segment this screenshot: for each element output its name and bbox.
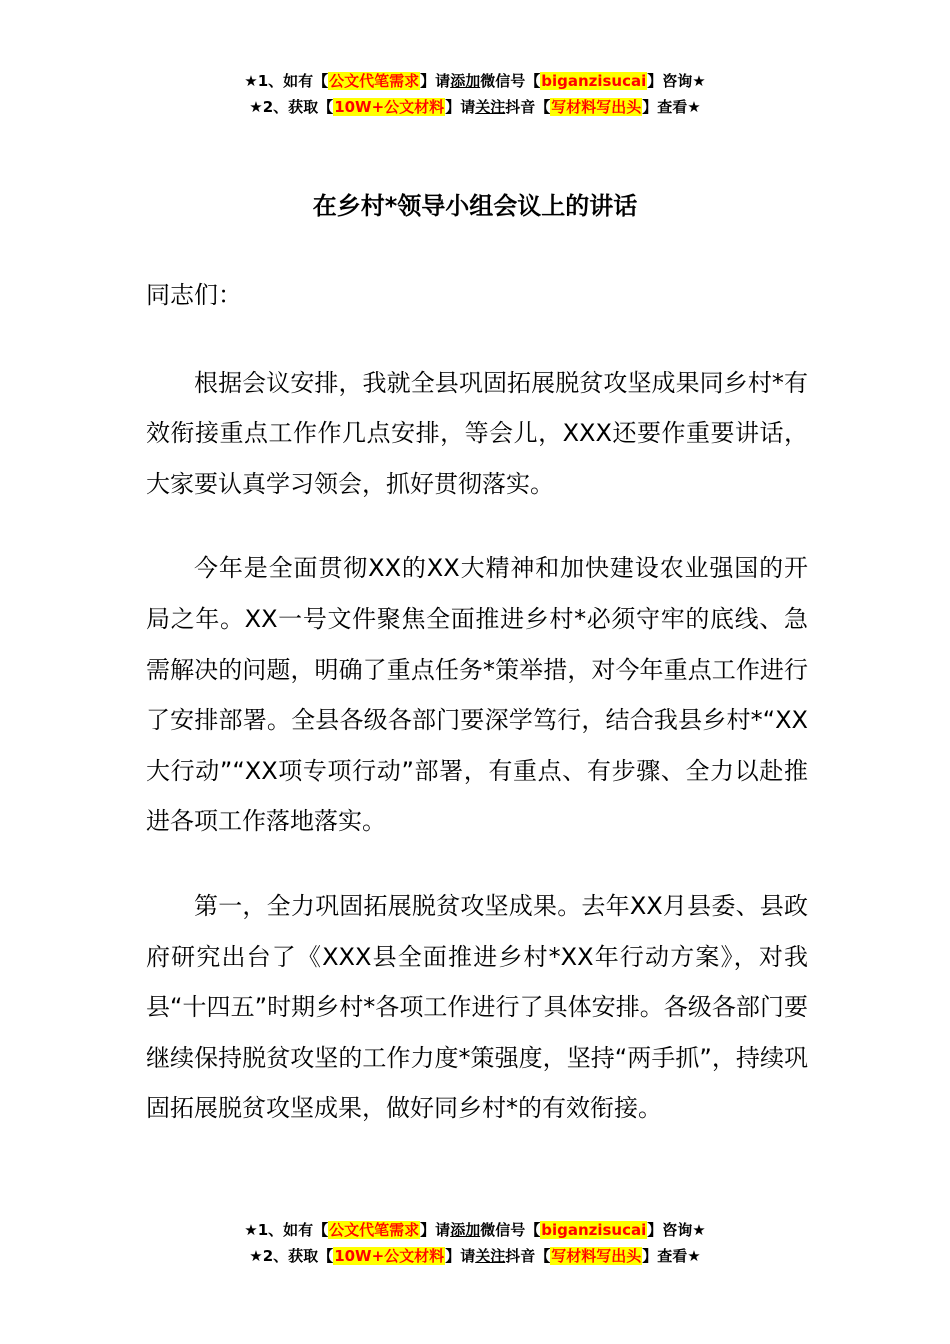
banner-text: 】请 [445,1247,476,1265]
banner-highlight: 公文代笔需求 [329,1221,420,1239]
banner-line-1 [0,68,950,94]
paragraph-3: 第一，全力巩固拓展脱贫攻坚成果。去年XX月县委、县政府研究出台了《XXX县全面推进乡村*XX年行动方案》，对我县“十四五”时期乡村*各项工作进行了具体安排。各级各部门要继续保持脱贫攻坚的工作力度*策强度，坚持“两手抓”，持续巩固拓展脱贫攻坚成果，做好同乡村*的有效衔接。 [146,891,808,1123]
banner-underline-text: 关注 [475,1247,506,1265]
banner-underline-text: 添加 [450,72,481,90]
banner-highlight: 公文代笔需求 [329,72,420,90]
paragraph-2: 今年是全面贯彻XX的XX大精神和加快建设农业强国的开局之年。XX一号文件聚焦全面推进乡村*必须守牢的底线、急需解决的问题，明确了重点任务*策举措，对今年重点工作进行了安排部署。全县各级各部门要深学笃行，结合我县乡村*“XX大行动”“XX项专项行动”部署，有重点、有步骤、全力以赴推进各项工作落地落实。 [146,554,808,836]
banner-text: ★1、如有【 [244,1221,329,1239]
banner-text: ★1、如有【 [244,72,329,90]
banner-highlight: 写材料写出头 [551,98,642,116]
banner-line-2 [0,1243,950,1269]
footer-banner [0,1217,950,1269]
greeting: 同志们： [146,281,242,309]
banner-text: 】请 [420,1221,451,1239]
banner-line-2 [0,94,950,120]
document-title: 在乡村*领导小组会议上的讲话 [312,192,638,220]
banner-highlight: biganzisucai [541,1221,647,1239]
paragraph-1: 根据会议安排，我就全县巩固拓展脱贫攻坚成果同乡村*有效衔接重点工作作几点安排，等会儿，XXX还要作重要讲话，大家要认真学习领会，抓好贯彻落实。 [146,368,808,498]
document-body [146,270,808,1168]
banner-text: ★2、获取【 [249,98,334,116]
banner-highlight: 10W+公文材料 [334,1247,445,1265]
banner-text: 抖音【 [505,1247,551,1265]
banner-text: 】查看★ [642,98,701,116]
banner-highlight: biganzisucai [541,72,647,90]
banner-line-1 [0,1217,950,1243]
banner-text: 】查看★ [642,1247,701,1265]
header-banner [0,68,950,120]
banner-text: 】咨询★ [647,72,706,90]
banner-text: 】咨询★ [647,1221,706,1239]
banner-text: 微信号【 [480,72,541,90]
banner-highlight: 10W+公文材料 [334,98,445,116]
banner-underline-text: 添加 [450,1221,481,1239]
banner-highlight: 写材料写出头 [551,1247,642,1265]
banner-text: 微信号【 [480,1221,541,1239]
banner-text: 抖音【 [505,98,551,116]
banner-underline-text: 关注 [475,98,506,116]
banner-text: ★2、获取【 [249,1247,334,1265]
banner-text: 】请 [445,98,476,116]
banner-text: 】请 [420,72,451,90]
